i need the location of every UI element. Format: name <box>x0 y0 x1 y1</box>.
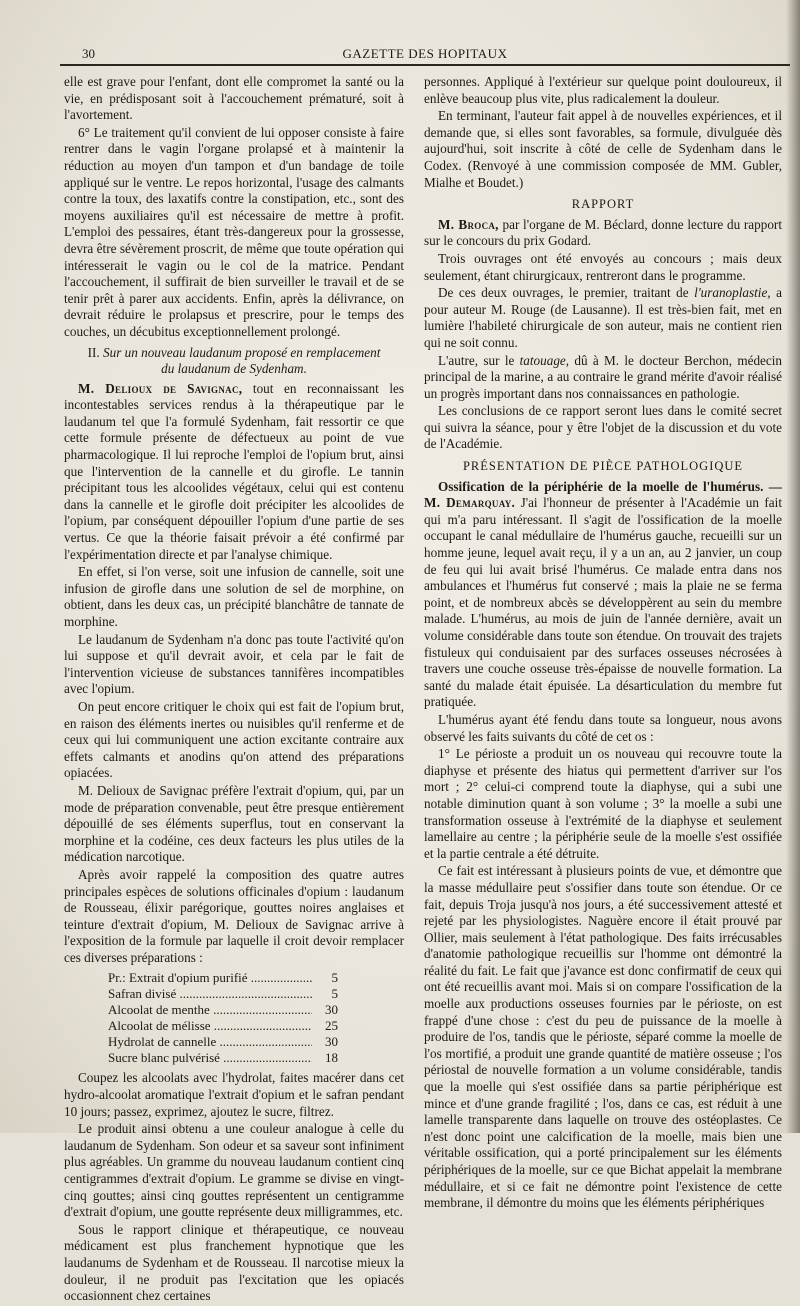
recipe-ingredient: Pr.: Extrait d'opium purifié ..... <box>108 970 312 986</box>
recipe-ingredient: Safran divisé ..... <box>108 986 312 1002</box>
running-title: GAZETTE DES HOPITAUX <box>342 46 508 61</box>
subheading-line-2: du laudanum de Sydenham. <box>161 361 307 377</box>
recipe-quantity: 30 <box>325 1002 338 1018</box>
recipe-quantity: 5 <box>331 970 338 986</box>
paragraph: personnes. Appliqué à l'extérieur sur quelque point douloureux, il enlève beaucoup plus vite, plus radicalement la douleur. <box>424 74 782 106</box>
paragraph: Sous le rapport clinique et thérapeutique, ce nouveau médicament est plus franchement hypnotique que les laudanums de Sydenham et de Rousseau. Il narcotise mieux la douleur, il ne produit pas l'excitation que les opiacés occasionnent chez certaines <box>64 1221 404 1304</box>
paragraph <box>424 353 782 403</box>
recipe-quantity: 25 <box>325 1018 338 1034</box>
page-header <box>60 42 790 66</box>
paragraph: Coupez les alcoolats avec l'hydrolat, faites macérer dans cet hydro-alcoolat aromatique l'extrait d'opium et le safran pendant 10 jours; passez, exprimez, ajoutez le sucre, filtrez. <box>64 1070 404 1119</box>
recipe-quantity: 5 <box>331 986 338 1002</box>
recipe-row <box>108 1034 338 1050</box>
paragraph: Le laudanum de Sydenham n'a donc pas toute l'activité qu'on lui suppose et qu'il devrait avoir, et cela par le fait de l'intervention vicieuse de substances tannifères incompatibles avec l'opium. <box>64 631 404 697</box>
subheading-number: II. <box>87 344 100 360</box>
paragraph: 6° Le traitement qu'il convient de lui opposer consiste à faire rentrer dans le vagin l'organe prolapsé et à maintenir la réduction au moyen d'un tampon et d'un bandage de toile appliqué sur le ventre. Le repos horizontal, l'usage des calmants contre la toux, des laxatifs contre la constipation, etc., sont des moyens auxiliaires qu'il est nécessaire de mettre à profit. L'emploi des pessaires, étant très-dangereux pour la grossesse, devra être sévèrement proscrit, de même que toute opération qui intéresserait le vagin ou le col de la matrice. Pendant l'accouchement, il suffirait de bien surveiller le travail et de se tenir prêt à parer aux accidents. Enfin, après la délivrance, on devrait réduire le prolapsus et prescrire, pour le temps des couches, un décubitus exceptionnellement prolongé. <box>64 124 404 339</box>
case-title: Ossification de la périphérie de la moelle de l'humérus. — <box>438 478 782 494</box>
paragraph <box>424 479 782 711</box>
paragraph: Le produit ainsi obtenu a une couleur analogue à celle du laudanum de Sydenham. Son odeur et sa saveur sont infiniment plus agréables. Un gramme du nouveau laudanum contient cinq centigrammes d'extrait d'opium. Le gramme se divise en vingt-cinq gouttes; ainsi cinq gouttes représentent un centigramme d'extrait d'opium, une goutte représente deux milligrammes, etc. <box>64 1121 404 1220</box>
recipe-row <box>108 1018 338 1034</box>
paragraph: L'humérus ayant été fendu dans toute sa longueur, nous avons observé les faits suivants du côté de cet os : <box>424 711 782 744</box>
paragraph: En terminant, l'auteur fait appel à de nouvelles expériences, et il demande que, si elles sont favorables, sa formule, divulguée dès aujourd'hui, soit inscrite à côté de celle de Sydenham dans le Codex. (Renvoyé à une commission composée de MM. Gubler, Mialhe et Boudet.) <box>424 108 782 190</box>
recipe-ingredient: Alcoolat de mélisse ..... <box>108 1018 312 1034</box>
subheading-line-1: Sur un nouveau laudanum proposé en remplacement <box>103 344 381 360</box>
right-column <box>424 74 782 1213</box>
left-column <box>64 74 404 1306</box>
paragraph-text: L'autre, sur le <box>438 352 520 368</box>
page-number: 30 <box>82 46 95 61</box>
recipe-row <box>108 970 338 986</box>
section-title-presentation: PRÉSENTATION DE PIÈCE PATHOLOGIQUE <box>462 459 744 474</box>
recipe-ingredient: Alcoolat de menthe ..... <box>108 1002 312 1018</box>
paragraph-text: tout en reconnaissant les incontestables services rendus à la thérapeutique par le laudanum tel que l'a formulé Sydenham, fait ressortir ce que cette formule présente de défectueux au point de vue pharmacologique. Il lui reproche l'emploi de l'opium brut, ainsi que l'intervention de la cannelle et du girofle. Le tannin précipitant tous les alcoolides végétaux, celui qui est contenu dans la cannelle et le girofle doit précipiter les alcoolides de l'opium, par conséquent dépouiller l'opium d'une partie de ses vertus. Ce que la théorie faisait prévoir a été confirmé par l'expérimentation directe et par l'analyse chimique. <box>64 380 404 562</box>
paragraph: En effet, si l'on verse, soit une infusion de cannelle, soit une infusion de girofle dans une solution de sel de morphine, on obtient, dans les deux cas, un précipité blanchâtre de tannate de morphine. <box>64 564 404 629</box>
speaker-name: M. Broca, <box>438 216 499 232</box>
emphasis-text: l'uranoplastie, <box>694 285 771 301</box>
recipe-row <box>108 1050 338 1066</box>
section-title-rapport: RAPPORT <box>571 197 635 212</box>
recipe-row <box>108 986 338 1002</box>
paragraph: Ce fait est intéressant à plusieurs points de vue, et démontre que la masse médullaire peut s'ossifier dans toute son étendue. Or ce fait, depuis Troja jusqu'à nos jours, a été successivement attesté et rejeté par les physiologistes. Naguère encore il était prouvé par Ollier, mais seulement à l'état pathologique. Des faits irrécusables d'anatomie pathologique recueillis sur l'homme ont démontré la réalité du fait. Le fait que j'avance est donc confirmatif de ceux qui ont été recueillis avant moi. Mais si on compare l'ossification de la moelle aux productions osseuses fournies par le périoste, on est frappé d'une chose : c'est du peu de puissance de la moelle à produire de l'os, tandis que le périoste, séparé comme la moelle de l'os mortifié, a produit une grande quantité de matière osseuse ; l'os périostal de nouvelle formation a un volume considérable, tandis que la moelle qui s'est ossifiée dans sa partie périphérique est mince et d'une grande fragilité ; l'os, dans ce cas, est réduit à une lamelle transparente dans laquelle on trouve des ostéoplastes. Ce n'est donc point une calcification de la moelle, mais bien une véritable ossification, qui a porté principalement sur les éléments périphériques de la moelle, sur ce que Bichat appelait la membrane médullaire, et si ce fait ne démontre point l'existence de cette membrane, il démontre du moins que les éléments périphériques <box>424 863 782 1211</box>
paragraph-text: De ces deux ouvrages, le premier, traitant de <box>438 285 695 301</box>
paragraph: Les conclusions de ce rapport seront lues dans le comité secret qui suivra la séance, pour y être l'objet de la discussion et du vote de l'Académie. <box>424 403 782 452</box>
paragraph <box>424 285 782 351</box>
paragraph-text: par l'organe de M. Béclard, donne lecture du rapport sur le concours du prix Godard. <box>424 216 782 249</box>
recipe-ingredient: Sucre blanc pulvérisé ..... <box>108 1050 312 1066</box>
speaker-name: M. Delioux de Savignac, <box>78 380 243 396</box>
paragraph: 1° Le périoste a produit un os nouveau qui recouvre toute la diaphyse et présente des hiatus qui permettent d'arriver sur l'os mort ; 2° celui-ci comprend toute la diaphyse, qui a subi une notable diminution quant à son volume ; 3° la moelle a subi une transformation osseuse à l'extrémité de la diaphyse et seulement lamellaire au centre ; la périphérie seule de la moelle s'est ossifiée et la partie centrale a été détruite. <box>424 746 782 861</box>
recipe-quantity: 30 <box>325 1034 338 1050</box>
paragraph-text: dû à M. le docteur Berchon, médecin principal de la marine, a au contraire le grand mérite d'avoir réalisé un progrès important dans nos connaissances en pathologie. <box>424 352 783 401</box>
emphasis-text: tatouage, <box>519 352 570 368</box>
paragraph <box>64 381 404 564</box>
paragraph: Trois ouvrages ont été envoyés au concours ; mais deux seulement, étant chirurgicaux, rentreront dans le programme. <box>424 250 782 283</box>
speaker-name: M. Demarquay. <box>424 495 516 511</box>
recipe-list <box>108 970 338 1066</box>
recipe-quantity: 18 <box>325 1050 338 1066</box>
paragraph: elle est grave pour l'enfant, dont elle compromet la santé ou la vie, en prédisposant soit à l'accouchement prématuré, soit à l'avortement. <box>64 74 404 123</box>
recipe-row <box>108 1002 338 1018</box>
section-subheading <box>64 345 404 378</box>
paragraph-text: J'ai l'honneur de présenter à l'Académie un fait qui m'a paru intéressant. Il s'agit de l'ossification de la moelle occupant le canal médullaire de l'humérus gauche, recueilli sur un homme jeune, lequel avait reçu, il y a un an, au 2 janvier, un coup de feu qui lui avait brisé l'humérus. Ce malade entra dans nos ambulances et l'humérus fut conservé ; mais la plaie ne se ferma point, et de nombreux abcès se développèrent au sein du membre malade. L'humérus, au mois de juin de l'année dernière, avait un volume considérable dans toute son étendue. On trouvait des trajets fistuleux qui conduisaient par des surfaces osseuses nécrosées à travers une couche osseuse très-épaisse de nouvelle formation. La santé du malade était épuisée. La désarticulation du membre fut pratiquée. <box>424 495 782 710</box>
paragraph-text: a pour auteur M. Rouge (de Lausanne). Il est très-bien fait, met en lumière l'habileté chirurgicale de son auteur, mais ne contient rien qui ne soit connu. <box>424 285 783 350</box>
paragraph: M. Delioux de Savignac préfère l'extrait d'opium, qui, par un mode de préparation convenable, peut être presque entièrement dépouillé de ses éléments superflus, tout en conservant la morphine et la codéine, ces deux facteurs les plus utiles de la médication narcotique. <box>64 782 404 865</box>
paragraph: Après avoir rappelé la composition des quatre autres principales espèces de solutions officinales d'opium : laudanum de Rousseau, élixir parégorique, gouttes noires anglaises et teinture d'extrait d'opium, M. Delioux de Savignac arrive à l'exposition de la formule par laquelle il croit devoir remplacer ces diverses préparations : <box>64 866 404 965</box>
paragraph: On peut encore critiquer le choix qui est fait de l'opium brut, en raison des éléments inertes ou nuisibles qu'il renferme et de ceux qui lui communiquent une action excitante contraire aux effets calmants et anodins qu'on attend des préparations opiacées. <box>64 698 404 781</box>
paragraph <box>424 217 782 250</box>
recipe-ingredient: Hydrolat de cannelle ..... <box>108 1034 312 1050</box>
header-rule <box>60 64 790 66</box>
